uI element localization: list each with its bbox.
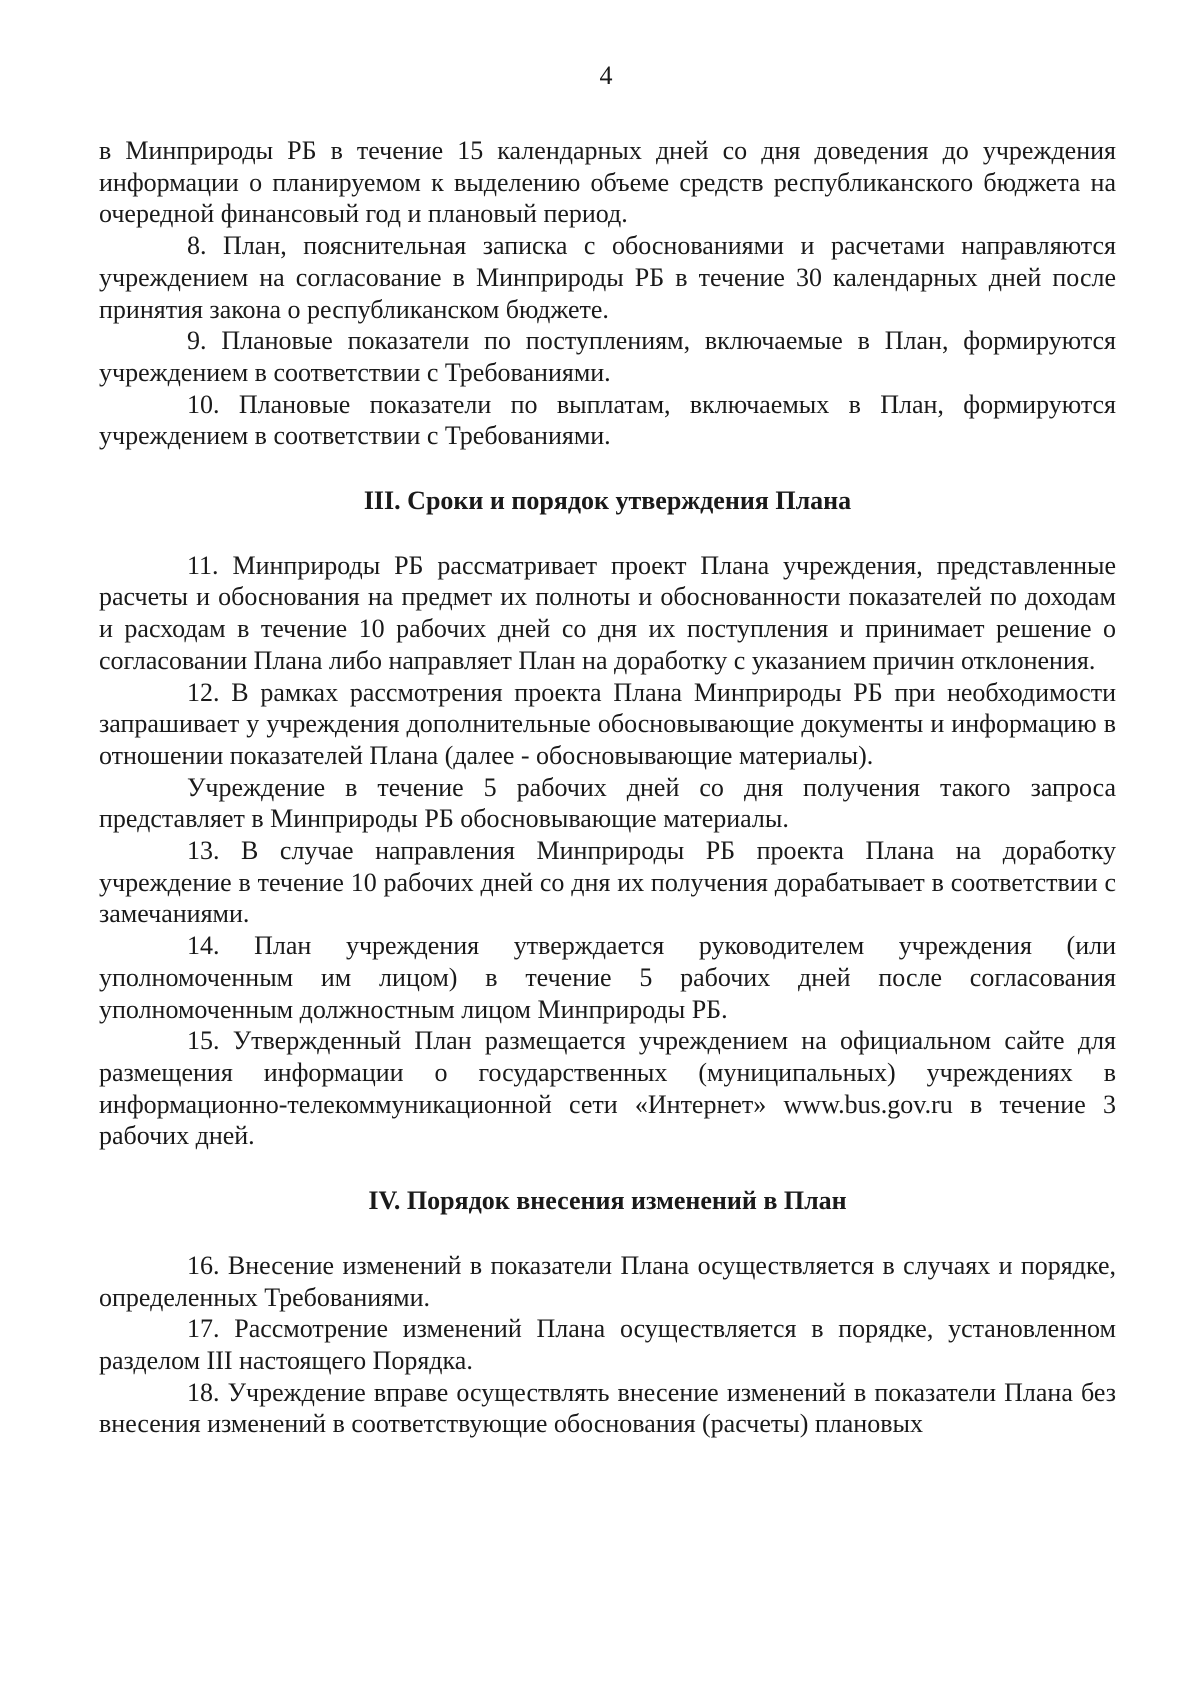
- paragraph: 11. Минприроды РБ рассматривает проект Плана учреждения, представленные расчеты и обоснования на предмет их полноты и обоснованности показателей по доходам и расходам в течение 10 рабочих дней со дня их поступления и принимает решение о согласовании Плана либо направляет План на доработку с указанием причин отклонения.: [99, 550, 1116, 675]
- paragraph: в Минприроды РБ в течение 15 календарных дней со дня доведения до учреждения информации о планируемом к выделению объеме средств республиканского бюджета на очередной финансовый год и плановый период.: [99, 136, 1116, 229]
- paragraph: Учреждение в течение 5 рабочих дней со дня получения такого запроса представляет в Минприроды РБ обосновывающие материалы.: [99, 772, 1116, 834]
- paragraph: 8. План, пояснительная записка с обоснованиями и расчетами направляются учреждением на согласование в Минприроды РБ в течение 30 календарных дней после принятия закона о республиканском бюджете.: [99, 231, 1116, 324]
- paragraph: 10. Плановые показатели по выплатам, включаемых в План, формируются учреждением в соответствии с Требованиями.: [99, 389, 1116, 451]
- page-number: 4: [599, 61, 613, 90]
- paragraph: 12. В рамках рассмотрения проекта Плана Минприроды РБ при необходимости запрашивает у учреждения дополнительные обосновывающие документы и информацию в отношении показателей Плана (далее - обосновывающие материалы).: [99, 677, 1116, 770]
- section-4-paragraphs: [99, 1250, 1116, 1440]
- section-3-paragraphs: [99, 550, 1116, 1152]
- section-heading: IV. Порядок внесения изменений в План: [368, 1186, 847, 1216]
- section-heading: III. Сроки и порядок утверждения Плана: [363, 486, 852, 516]
- paragraph: 18. Учреждение вправе осуществлять внесение изменений в показатели Плана без внесения изменений в соответствующие обоснования (расчеты) плановых: [99, 1377, 1116, 1439]
- paragraph: 14. План учреждения утверждается руководителем учреждения (или уполномоченным им лицом) в течение 5 рабочих дней после согласования уполномоченным должностным лицом Минприроды РБ.: [99, 931, 1116, 1024]
- intro-paragraphs: [99, 135, 1116, 452]
- paragraph: 13. В случае направления Минприроды РБ проекта Плана на доработку учреждение в течение 10 рабочих дней со дня их получения дорабатывает в соответствии с замечаниями.: [99, 836, 1116, 929]
- paragraph: 9. Плановые показатели по поступлениям, включаемые в План, формируются учреждением в соответствии с Требованиями.: [99, 326, 1116, 387]
- document-body: [99, 135, 1116, 1440]
- paragraph: 17. Рассмотрение изменений Плана осуществляется в порядке, установленном разделом III настоящего Порядка.: [99, 1314, 1116, 1375]
- paragraph: 16. Внесение изменений в показатели Плана осуществляется в случаях и порядке, определенных Требованиями.: [99, 1250, 1116, 1312]
- paragraph: 15. Утвержденный План размещается учреждением на официальном сайте для размещения информации о государственных (муниципальных) учреждениях в информационно-телекоммуникационной сети «Интернет» www.bus.gov.ru в течение 3 рабочих дней.: [99, 1026, 1116, 1151]
